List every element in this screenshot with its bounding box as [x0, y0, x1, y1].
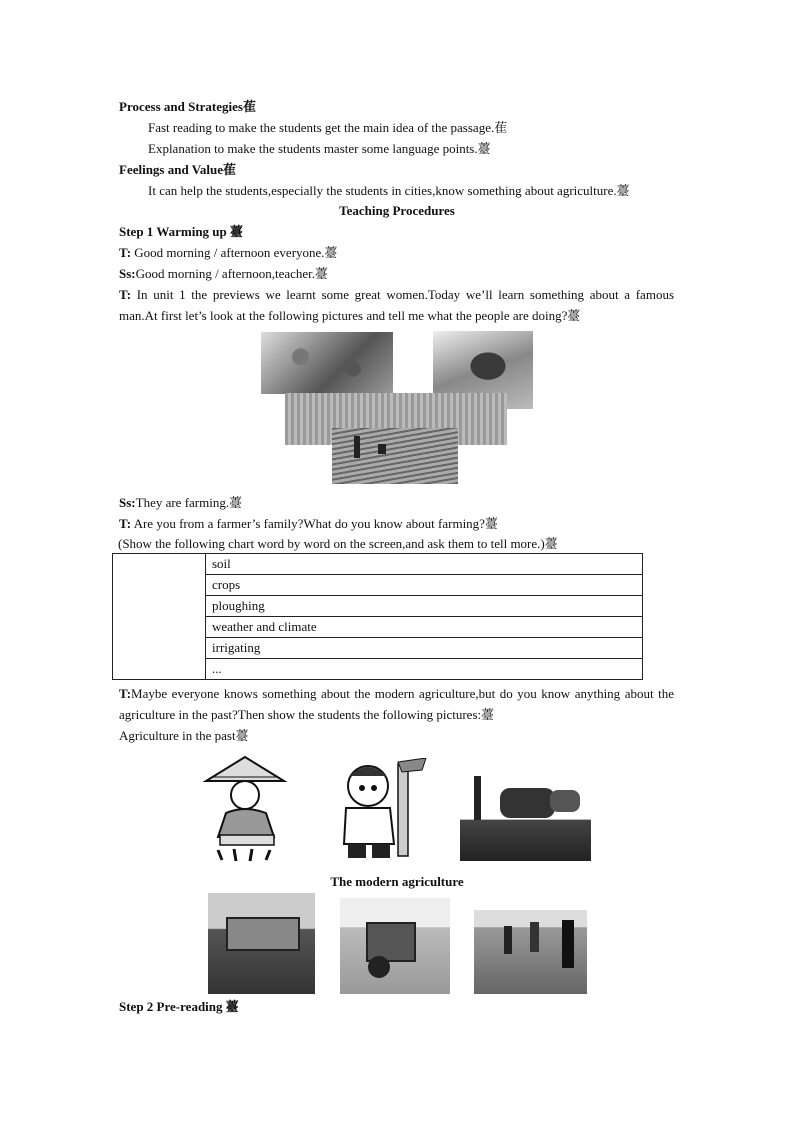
past-label: Agriculture in the past薹: [119, 728, 249, 743]
chart-cell: soil: [206, 554, 643, 575]
speaker: T:: [119, 686, 132, 701]
utterance: They are farming.薹: [135, 495, 243, 510]
chart-cell: ...: [206, 659, 643, 680]
chart-cell: weather and climate: [206, 617, 643, 638]
dialogue-line-2: [119, 266, 328, 282]
speaker: T:: [119, 245, 132, 260]
chart-label-cell: [113, 554, 206, 680]
chart-cell: irrigating: [206, 638, 643, 659]
procedures-title: Teaching Procedures: [339, 203, 455, 218]
dialogue-line-1: [119, 245, 338, 261]
process-heading: Process and Strategies萑: [119, 99, 256, 114]
speaker: Ss:: [119, 266, 136, 281]
table-row: [113, 554, 643, 575]
utterance: Are you from a farmer’s family?What do you know about farming?薹: [131, 516, 498, 531]
process-item-2: Explanation to make the students master some language points.薹: [148, 141, 491, 156]
step2-heading: Step 2 Pre-reading 薹: [119, 999, 239, 1014]
process-item-1: Fast reading to make the students get the main idea of the passage.萑: [148, 120, 508, 135]
modern-label: The modern agriculture: [330, 874, 464, 889]
utterance: Good morning / afternoon everyone.薹: [131, 245, 338, 260]
combine-harvester-photo: [208, 893, 315, 994]
field-inspectors-photo: [474, 910, 587, 994]
modern-question-line: [119, 683, 674, 725]
farmer-cartoon-hat: [200, 755, 290, 863]
step1-heading: Step 1 Warming up 薹: [119, 224, 244, 239]
utterance: Maybe everyone knows something about the modern agriculture,but do you know anything about the agriculture in the past?Then show the students the following pictures:薹: [119, 686, 674, 722]
field-workers-photo: [332, 428, 458, 484]
chart-cell: crops: [206, 575, 643, 596]
chart-cell: ploughing: [206, 596, 643, 617]
speaker: T:: [119, 516, 132, 531]
rice-paddy-photo: [261, 332, 393, 394]
utterance: Good morning / afternoon,teacher.薹: [135, 266, 329, 281]
feelings-item: It can help the students,especially the students in cities,know something about agriculture.薹: [148, 183, 630, 198]
speaker: T:: [119, 287, 132, 302]
ox-plough-photo: [460, 768, 591, 861]
farmer-cartoon-tool: [330, 758, 430, 862]
feelings-heading: Feelings and Value萑: [119, 162, 237, 177]
tractor-photo: [340, 898, 450, 994]
question-line: [119, 516, 498, 532]
instruction-line: (Show the following chart word by word on the screen,and ask them to tell more.)薹: [118, 536, 558, 551]
farming-word-chart: [112, 553, 643, 680]
dialogue-line-3: [119, 284, 674, 326]
answer-line: [119, 495, 242, 511]
speaker: Ss:: [119, 495, 136, 510]
utterance: In unit 1 the previews we learnt some great women.Today we’ll learn something about a famous man.At first let’s look at the following pictures and tell me what the people are doing?薹: [119, 287, 674, 323]
